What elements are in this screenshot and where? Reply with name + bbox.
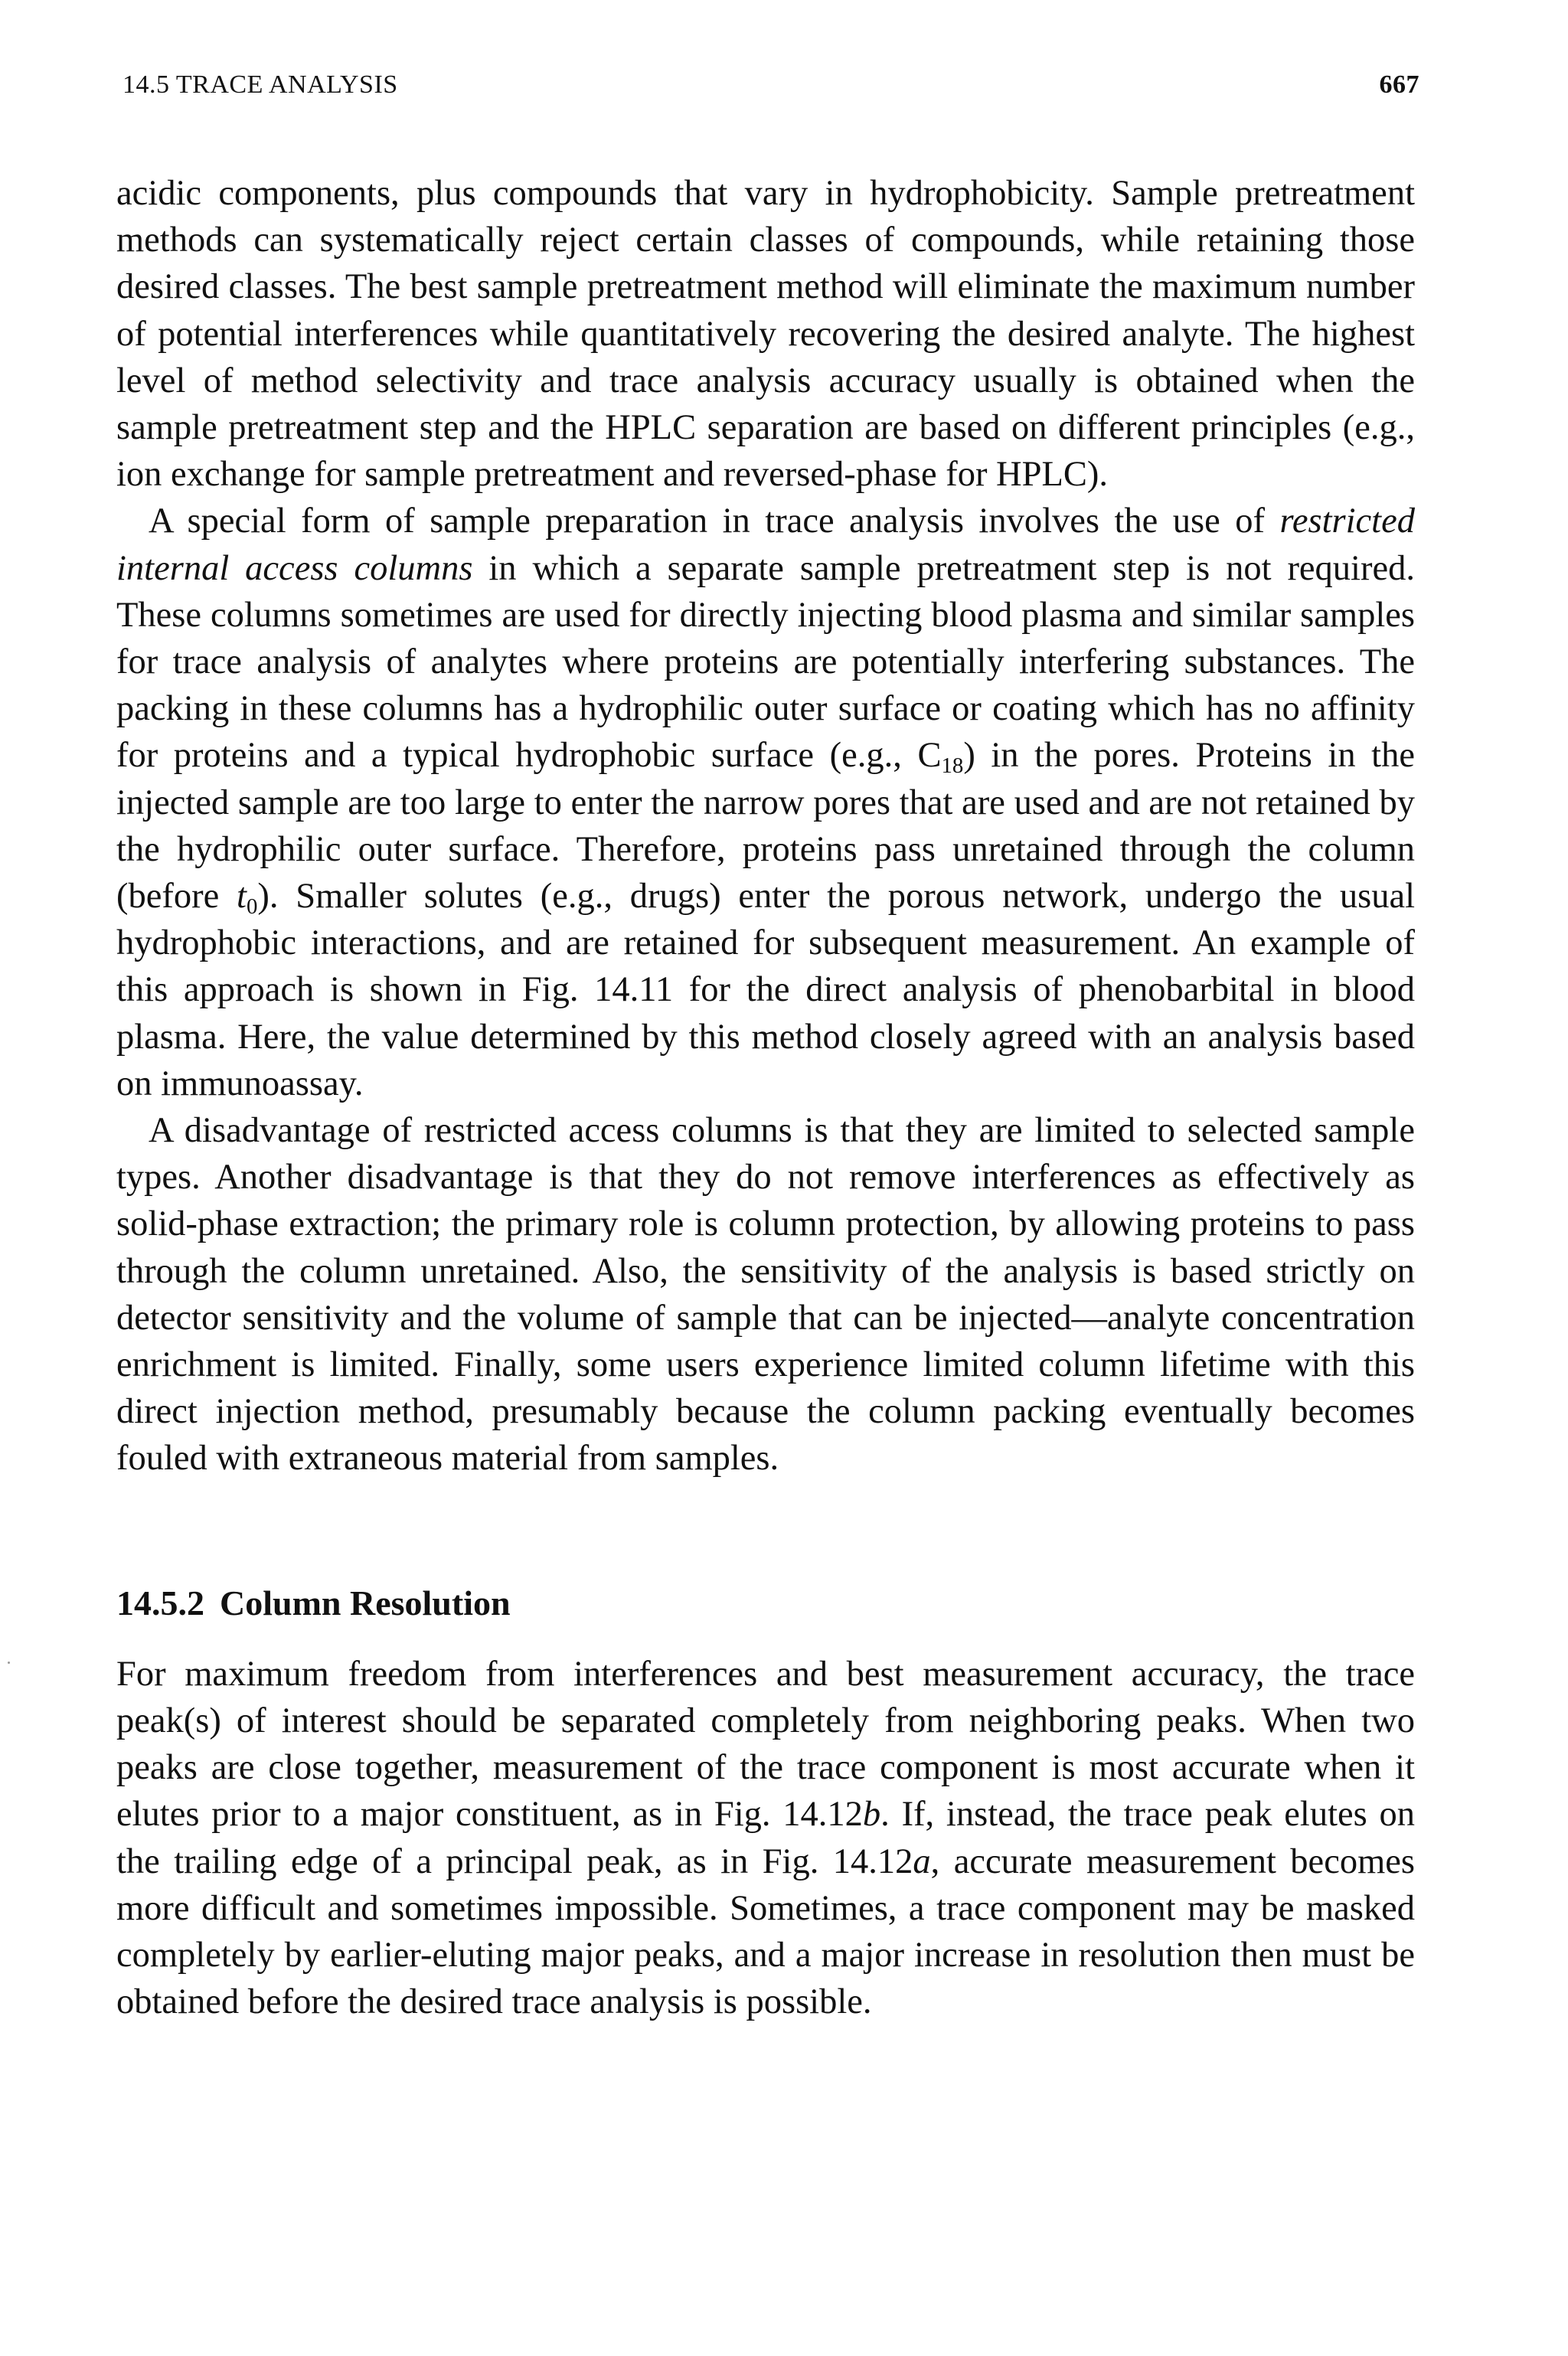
fig-ref-a: a (913, 1841, 931, 1881)
paragraph-2-text-a: A special form of sample preparation in trace analysis involves the use of (149, 502, 1280, 541)
section-paragraph-text-b: . If, instead, the trace peak elutes on the trailing edge of a principal peak, as in Fig. 14.12 (116, 1795, 1415, 1881)
paragraph-3 (116, 1107, 1415, 1482)
term-restricted-access-columns: restricted internal access columns (116, 502, 1415, 588)
running-header (116, 70, 1419, 116)
paragraph-1 (116, 170, 1415, 498)
subscript-18: 18 (941, 753, 964, 779)
subscript-0: 0 (246, 894, 258, 920)
section-paragraph (116, 1651, 1415, 2026)
paragraph-2-text-b: in which a separate sample pretreatment step is not required. These columns sometimes are used for directly injecting blood plasma and similar samples for trace analysis of analytes where proteins are potentially interfering substances. The packing in these columns has a hydrophilic outer surface or coating which has no affinity for proteins and a typical hydrophobic surface (e.g., C (116, 548, 1415, 776)
section-title: Column Resolution (220, 1583, 511, 1622)
body-text (116, 170, 1415, 2025)
section-heading (116, 1580, 1415, 1626)
margin-dot (8, 1662, 10, 1664)
fig-ref-b: b (862, 1795, 881, 1835)
running-head-section: 14.5 TRACE ANALYSIS (122, 70, 398, 99)
symbol-t: t (237, 877, 247, 917)
paragraph-1-text: acidic components, plus compounds that vary in hydrophobicity. Sample pretreatment methods can systematically reject certain classes of compounds, while retaining those desired classes. The best sample pretreatment method will eliminate the maximum number of potential interferences while quantitatively recovering the desired analyte. The highest level of method selectivity and trace analysis accuracy usually is obtained when the sample pretreatment step and the HPLC separation are based on different principles (e.g., ion exchange for sample pretreatment and reversed-phase for HPLC). (116, 174, 1415, 495)
section-paragraph-text-a: For maximum freedom from interferences and best measurement accuracy, the trace peak(s) of interest should be separated completely from neighboring peaks. When two peaks are close together, measurement of the trace component is most accurate when it elutes prior to a major constituent, as in Fig. 14.12 (116, 1654, 1415, 1835)
paragraph-3-text: A disadvantage of restricted access columns is that they are limited to selected sample types. Another disadvantage is that they do not remove interferences as effectively as solid-phase extraction; the primary role is column protection, by allowing proteins to pass through the column unretained. Also, the sensitivity of the analysis is based strictly on detector sensitivity and the volume of sample that can be injected—analyte concentration enrichment is limited. Finally, some users experience limited column lifetime with this direct injection method, presumably because the column packing eventually becomes fouled with extraneous material from samples. (116, 1111, 1415, 1479)
section-number: 14.5.2 (116, 1583, 204, 1622)
paragraph-2-text-c: ) in the pores. Proteins in the injected sample are too large to enter the narrow pores that are used and are not retained by the hydrophilic outer surface. Therefore, proteins pass unretained through the column (before (116, 736, 1415, 917)
page-number: 667 (1379, 70, 1419, 99)
section-paragraph-text-c: , accurate measurement becomes more difficult and sometimes impossible. Sometimes, a trace component may be masked completely by earlier-eluting major peaks, and a major increase in resolution then must be obtained before the desired trace analysis is possible. (116, 1841, 1415, 2022)
page (116, 70, 1419, 2025)
paragraph-2 (116, 498, 1415, 1107)
paragraph-2-text-d: ). Smaller solutes (e.g., drugs) enter the porous network, undergo the usual hydrophobic interactions, and are retained for subsequent measurement. An example of this approach is shown in Fig. 14.11 for the direct analysis of phenobarbital in blood plasma. Here, the value determined by this method closely agreed with an analysis based on immunoassay. (116, 877, 1416, 1103)
